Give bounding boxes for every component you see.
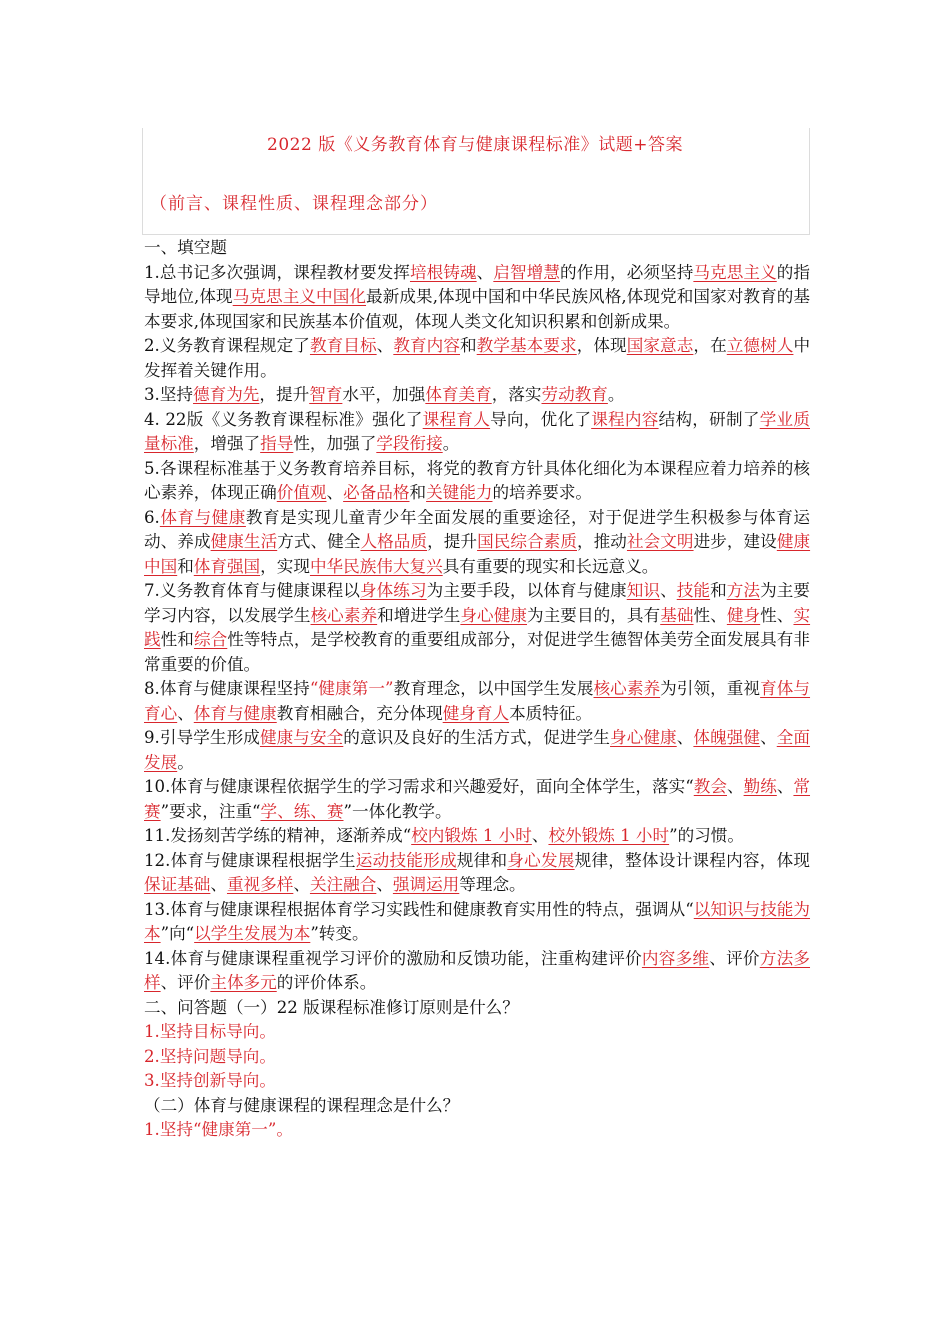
question-13	[144, 898, 810, 947]
text-run: 的指导地位,体现	[144, 262, 811, 306]
section-heading-fill-blank: 一、填空题	[144, 238, 227, 257]
text-run: 最新成果,体现中国和中华民族风格,体现党和国家对教育的基本要求,体现国家和民族基本价值观，体现人类文化知识积累和创新成果。	[144, 287, 810, 331]
text-run: 规律和	[456, 850, 508, 870]
text-run: 4. 22版《义务教育课程标准》强化了	[144, 409, 423, 429]
text-run: ”转变。	[310, 924, 369, 943]
question-12	[144, 849, 810, 898]
text-run: ，在	[693, 336, 727, 355]
qa-answer-1: 1.坚持目标导向。	[144, 1022, 276, 1041]
text-run: 、	[726, 777, 744, 796]
answer: 学业质量标准	[144, 409, 810, 453]
text-run: 、	[376, 336, 394, 355]
text-run: ”的习惯。	[669, 826, 744, 845]
answer: 课程内容	[591, 409, 659, 429]
answer: 运动技能形成	[355, 850, 457, 870]
text-run: 具有重要的现实和长远意义。	[442, 556, 659, 576]
text-run: 2.义务教育课程规定了	[144, 336, 310, 355]
text-run: 等理念。	[459, 875, 526, 894]
answer: 关注融合	[309, 875, 377, 894]
answer: 勤练	[743, 777, 777, 796]
text-run: ，体现	[576, 336, 627, 355]
section-heading-qa: 二、问答题（一）22 版课程标准修订原则是什么？	[144, 997, 519, 1017]
text-run: 和	[710, 581, 727, 600]
answer: 健身育人	[442, 703, 510, 723]
question-11	[144, 824, 810, 849]
answer: 关键能力	[426, 483, 493, 502]
text-run: 教育理念，以中国学生发展	[393, 679, 594, 698]
text-run: 、	[476, 262, 494, 282]
question-1	[144, 261, 810, 335]
text-run: 性，加强了	[293, 434, 377, 453]
answer: 以知识与技能为本	[144, 899, 811, 943]
answer: 技能	[676, 581, 711, 600]
qa-answer-2: 2.坚持问题导向。	[144, 1046, 276, 1066]
text-run: 8.体育与健康课程坚持	[144, 679, 310, 698]
text-run: 7.义务教育体育与健康课程以	[144, 581, 360, 600]
text-run: 性和	[160, 630, 194, 649]
answer: 人格品质	[360, 532, 428, 551]
answer: 德育为先	[193, 385, 260, 404]
question-2	[144, 334, 810, 383]
text-run: 教育是实现儿童青少年全面发展的重要途径，对于促进学生积极参与体育运动、养成	[144, 507, 810, 551]
answer: 全面发展	[144, 728, 811, 772]
answer: 价值观	[276, 483, 327, 502]
answer: 必备品格	[343, 483, 410, 502]
document-title: 2022 版《义务教育体育与健康课程标准》试题+答案	[267, 135, 683, 155]
text-run: 11.发扬刻苦学练的精神，逐渐养成“	[144, 826, 412, 845]
answer: 培根铸魂	[409, 262, 477, 282]
text-run: 进步，建设	[693, 532, 777, 551]
answer: 国家意志	[626, 336, 694, 355]
text-run: 和	[409, 483, 427, 502]
text-run: ，落实	[491, 385, 542, 404]
answer: 方法多样	[144, 948, 811, 992]
text-run: 12.体育与健康课程根据学生	[144, 850, 356, 870]
answer: 教育内容	[393, 336, 460, 355]
text-run: 3.坚持	[144, 385, 194, 404]
answer: 强调运用	[392, 875, 460, 894]
answer: 育体与育心	[144, 679, 811, 723]
text-run: 方式、健全	[277, 532, 361, 551]
answer: 保证基础	[144, 875, 211, 894]
text-run: 的培养要求。	[492, 483, 593, 502]
answer: 健康生活	[210, 532, 278, 551]
answer: 指导	[260, 434, 294, 453]
answer: 身心发展	[507, 850, 575, 870]
text-run: ，推动	[576, 532, 627, 551]
text-run: 5.各课程标准基于义务教育培养目标，将党的教育方针具体化细化为本课程应着力培养的核心素养，体现正确	[144, 458, 810, 502]
text-run: 性、	[760, 605, 794, 625]
answer: 教会	[693, 777, 727, 796]
qa2-answer-1: 1.坚持“健康第一”。	[144, 1120, 293, 1139]
answer: 知识	[626, 581, 661, 600]
text-run: 10.体育与健康课程依据学生的学习需求和兴趣爱好，面向全体学生，落实“	[144, 777, 694, 796]
text-run: 1.总书记多次强调，课程教材要发挥	[144, 262, 410, 282]
text-run: 水平，加强	[342, 385, 426, 404]
answer: 马克思主义中国化	[232, 287, 367, 306]
text-run: 、	[293, 875, 310, 894]
text-run: 和增进学生	[377, 605, 461, 625]
answer: 劳动教育	[541, 385, 608, 404]
text-run: 、评价	[160, 973, 211, 992]
text-run: 、	[660, 581, 677, 600]
question-10	[144, 775, 810, 824]
answer: 校内锻炼 1 小时	[411, 826, 532, 845]
answer: 基础	[660, 605, 694, 625]
answer: 马克思主义	[693, 262, 777, 282]
document-subtitle: （前言、课程性质、课程理念部分）	[150, 194, 438, 214]
qa-answer-3: 3.坚持创新导向。	[144, 1071, 276, 1090]
question-8	[144, 677, 810, 726]
answer: 核心素养	[310, 605, 378, 625]
answer: 教育目标	[309, 336, 377, 355]
text-run: 。	[607, 385, 625, 404]
text-run: 。	[442, 434, 460, 453]
text-run: 、	[531, 826, 549, 845]
text-run: 、	[376, 875, 393, 894]
answer: 校外锻炼 1 小时	[548, 826, 670, 845]
answer: 体魄强健	[693, 728, 761, 747]
answer: 社会文明	[626, 532, 694, 551]
text-run: 、评价	[709, 948, 760, 968]
text-run: 、	[326, 483, 344, 502]
text-run: 教育相融合，充分体现	[276, 703, 443, 723]
text-run: 和	[460, 336, 477, 355]
question-4	[144, 408, 810, 457]
answer: 体育与健康	[159, 507, 246, 527]
text-run: 为主要目的，具有	[527, 605, 661, 625]
text-run: 规律，整体设计课程内容，体现	[574, 850, 811, 870]
text-run: ”一体化教学。	[343, 801, 452, 821]
text-run: 为引领，重视	[660, 679, 761, 698]
text-run: 为主要学习内容，以发展学生	[144, 581, 811, 625]
text-run: 、	[210, 875, 227, 894]
text-run: 导向，优化了	[490, 409, 592, 429]
answer: 健身	[726, 605, 761, 625]
answer: 身心健康	[460, 605, 527, 625]
text-run: ，增强了	[193, 434, 261, 453]
answer: 学、练、赛	[260, 801, 344, 821]
text-run: 、	[776, 777, 794, 796]
answer: 启智增慧	[493, 262, 561, 282]
text-run: 14.体育与健康课程重视学习评价的激励和反馈功能，注重构建评价	[144, 948, 642, 968]
answer: 健康中国	[144, 532, 811, 576]
answer: 实践	[144, 605, 811, 649]
answer: 身体练习	[359, 581, 427, 600]
emphasis-text: “健康第一”	[309, 679, 394, 698]
answer: 国民综合素质	[477, 532, 577, 551]
answer: 核心素养	[593, 679, 661, 698]
text-run: 性等特点，是学校教育的重要组成部分，对促进学生德智体美劳全面发展具有非常重要的价值。	[144, 630, 811, 674]
answer: 综合	[193, 630, 228, 649]
answer: 健康与安全	[259, 728, 344, 747]
answer: 立德树人	[726, 336, 794, 355]
qa-question-2: （二）体育与健康课程的课程理念是什么？	[144, 1095, 460, 1115]
answer: 内容多维	[641, 948, 710, 968]
text-run: 中发挥着关键作用。	[144, 336, 811, 380]
answer: 重视多样	[226, 875, 294, 894]
question-9	[144, 726, 810, 775]
text-run: 13.体育与健康课程根据体育学习实践性和健康教育实用性的特点，强调从“	[144, 899, 694, 919]
answer: 主体多元	[210, 973, 277, 992]
text-run: 和	[177, 556, 194, 576]
answer: 体育与健康	[193, 703, 277, 723]
text-run: 的作用，必须坚持	[560, 262, 694, 282]
answer: 课程育人	[422, 409, 491, 429]
text-run: ”要求，注重“	[160, 801, 261, 821]
answer: 中华民族伟大复兴	[309, 556, 443, 576]
question-6	[144, 506, 810, 580]
question-7	[144, 579, 810, 677]
text-run: ，提升	[259, 385, 310, 404]
text-run: 为主要手段，以体育与健康	[426, 581, 627, 600]
text-run: 、	[760, 728, 777, 747]
answer: 智育	[309, 385, 343, 404]
answer: 教学基本要求	[476, 336, 577, 355]
text-run: 的意识及良好的生活方式，促进学生	[343, 728, 611, 747]
answer: 学段衔接	[376, 434, 443, 453]
text-run: 、	[177, 703, 194, 723]
question-14	[144, 947, 810, 996]
text-run: ，实现	[260, 556, 310, 576]
answer: 身心健康	[610, 728, 677, 747]
text-run: 9.引导学生形成	[144, 728, 260, 747]
answer: 常赛	[144, 777, 811, 821]
question-3	[144, 383, 810, 408]
answer: 体育美育	[425, 385, 492, 404]
text-run: ”向“	[160, 924, 195, 943]
answer: 以学生发展为本	[194, 924, 311, 943]
text-run: 本质特征。	[509, 703, 593, 723]
text-run: 。	[177, 752, 194, 772]
text-run: 、	[676, 728, 694, 747]
text-run: 性、	[693, 605, 727, 625]
text-run: ，提升	[427, 532, 478, 551]
answer: 体育强国	[193, 556, 261, 576]
answer: 方法	[726, 581, 761, 600]
text-run: 6.	[144, 507, 160, 527]
text-run: 结构，研制了	[658, 409, 760, 429]
text-run: 的评价体系。	[276, 973, 377, 992]
document-body	[144, 236, 810, 1143]
question-5	[144, 457, 810, 506]
